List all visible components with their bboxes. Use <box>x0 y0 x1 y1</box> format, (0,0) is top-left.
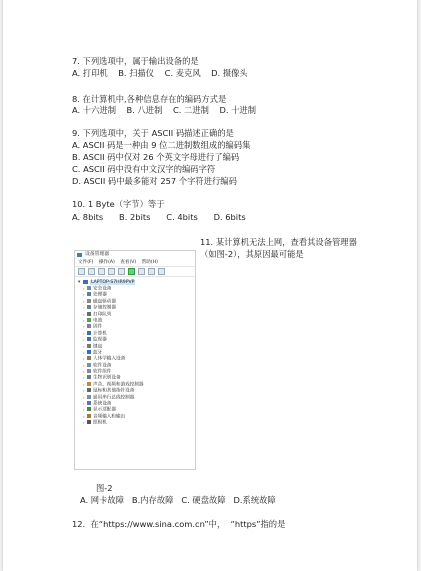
device-manager-title: 设备管理器 <box>85 252 109 257</box>
device-category-icon <box>87 363 91 367</box>
expand-right-icon[interactable]: › <box>83 375 85 381</box>
device-category-label: 计算机 <box>93 331 107 337</box>
device-category-icon <box>87 401 91 405</box>
expand-right-icon[interactable]: › <box>83 324 85 330</box>
expand-right-icon[interactable]: › <box>83 394 85 400</box>
expand-right-icon[interactable]: › <box>83 330 85 336</box>
device-category-label: 安全设备 <box>93 286 112 292</box>
expand-right-icon[interactable]: › <box>83 317 85 323</box>
device-category-label: 磁盘驱动器 <box>93 299 116 305</box>
expand-right-icon[interactable]: › <box>83 407 85 413</box>
question-9-option-c: C. ASCII 码中没有中文汉字的编码字符 <box>72 164 216 174</box>
device-tree-items <box>75 286 195 427</box>
device-category-label: 存储控制器 <box>93 305 116 311</box>
device-category-label: 软件设备 <box>93 363 112 369</box>
expand-right-icon[interactable]: › <box>83 337 85 343</box>
device-category-icon <box>87 350 91 354</box>
device-tree <box>75 277 195 427</box>
expand-right-icon[interactable]: › <box>83 356 85 362</box>
device-category-icon <box>87 375 91 379</box>
question-8-options: A. 十六进制 B. 八进制 C. 二进制 D. 十进制 <box>72 105 257 115</box>
expand-right-icon[interactable]: › <box>83 388 85 394</box>
question-10-stem: 10. 1 Byte（字节）等于 <box>72 199 165 209</box>
expand-right-icon[interactable]: › <box>83 362 85 368</box>
expand-right-icon[interactable]: › <box>83 381 85 387</box>
monitor-icon <box>118 268 125 275</box>
device-category-label: 生物识别设备 <box>93 375 121 381</box>
device-category-icon <box>87 292 91 296</box>
expand-right-icon[interactable]: › <box>83 369 85 375</box>
device-category-label: 人体学输入设备 <box>93 356 126 362</box>
menu-help: 帮助(H) <box>141 260 158 265</box>
question-8-stem: 8. 在计算机中,各种信息存在的编码方式是 <box>72 94 227 104</box>
device-category-icon <box>87 331 91 335</box>
question-7-options: A. 打印机 B. 扫描仪 C. 麦克风 D. 摄像头 <box>72 68 248 78</box>
device-category[interactable] <box>75 420 195 426</box>
device-category-icon <box>87 337 91 341</box>
device-category-icon <box>87 407 91 411</box>
device-category-icon <box>87 395 91 399</box>
expand-right-icon[interactable]: › <box>83 401 85 407</box>
help-icon <box>108 268 115 275</box>
device-category-label: 打印队列 <box>93 312 112 318</box>
expand-right-icon[interactable]: › <box>83 349 85 355</box>
device-category-icon <box>87 318 91 322</box>
question-9-option-d: D. ASCII 码中最多能对 257 个字符进行编码 <box>72 176 237 186</box>
update-driver-icon <box>128 268 135 275</box>
device-category-label: 监视器 <box>93 337 107 343</box>
figure-caption: 图-2 <box>96 483 113 493</box>
uninstall-icon <box>148 268 155 275</box>
device-category-icon <box>87 305 91 309</box>
device-category-icon <box>87 414 91 418</box>
menu-view: 查看(V) <box>120 260 137 265</box>
expand-right-icon[interactable]: › <box>83 298 85 304</box>
device-category-label: 系统设备 <box>93 401 112 407</box>
disable-icon <box>138 268 145 275</box>
device-category-label: 处理器 <box>93 292 107 298</box>
device-category-label: 电池 <box>93 318 103 324</box>
properties-icon <box>98 268 105 275</box>
device-manager-toolbar <box>75 267 195 277</box>
scan-icon <box>158 268 165 275</box>
question-7-stem: 7. 下列选项中，属于输出设备的是 <box>72 56 199 66</box>
device-manager-titlebar <box>75 251 195 259</box>
device-category-icon <box>87 420 91 424</box>
device-category-label: 声音、视频和游戏控制器 <box>93 382 144 388</box>
device-category-label: 固件 <box>93 324 103 330</box>
device-category-icon <box>87 344 91 348</box>
back-icon <box>78 268 85 275</box>
menu-file: 文件(F) <box>78 260 94 265</box>
device-category-icon <box>87 324 91 328</box>
expand-right-icon[interactable]: › <box>83 413 85 419</box>
computer-name: LAPTOP-S7HR9PVP <box>91 280 135 285</box>
device-manager-menubar <box>75 259 195 267</box>
expand-right-icon[interactable]: › <box>83 311 85 317</box>
device-category-label: 通用串行总线控制器 <box>93 395 135 401</box>
expand-right-icon[interactable]: › <box>83 286 85 291</box>
device-category-label: 音频输入和输出 <box>93 414 126 420</box>
expand-right-icon[interactable]: › <box>83 292 85 298</box>
device-category-icon <box>87 286 91 290</box>
device-category-label: 键盘 <box>93 344 103 350</box>
document-page <box>3 0 417 571</box>
question-9-option-b: B. ASCII 码中仅对 26 个英文字母进行了编码 <box>72 152 240 162</box>
device-category-label: 软件组件 <box>93 369 112 375</box>
device-category-label: 鼠标和其他指针设备 <box>93 388 135 394</box>
question-11-options: A. 网卡故障 B.内存故障 C. 硬盘故障 D.系统故障 <box>80 495 276 505</box>
device-manager-figure <box>74 250 196 470</box>
device-category-label: 照相机 <box>93 420 107 426</box>
expand-right-icon[interactable]: › <box>83 305 85 311</box>
question-10-options: A. 8bits B. 2bits C. 4bits D. 6bits <box>72 212 246 222</box>
device-category-icon <box>87 356 91 360</box>
device-manager-icon <box>77 253 82 257</box>
tree-root <box>75 279 195 286</box>
expand-right-icon[interactable]: › <box>83 343 85 349</box>
device-category-label: 蓝牙 <box>93 350 103 356</box>
device-category-icon <box>87 312 91 316</box>
question-12-stem: 12. 在“https://www.sina.com.cn”中， “https”指的是 <box>72 519 286 529</box>
question-9-stem: 9. 下列选项中，关于 ASCII 码描述正确的是 <box>72 128 234 138</box>
device-category-icon <box>87 382 91 386</box>
device-category-icon <box>87 299 91 303</box>
question-11-stem: 11. 某计算机无法上网，查看其设备管理器 （如图-2），其原因最可能是 <box>200 237 357 259</box>
menu-action: 操作(A) <box>98 260 115 265</box>
computer-icon <box>83 280 88 284</box>
expand-down-icon: ▾ <box>78 280 81 285</box>
forward-icon <box>88 268 95 275</box>
device-category-icon <box>87 388 91 392</box>
expand-right-icon[interactable]: › <box>83 420 85 426</box>
device-category-label: 显示适配器 <box>93 407 116 413</box>
device-category-icon <box>87 369 91 373</box>
question-9-option-a: A. ASCII 码是一种由 9 位二进制数组成的编码集 <box>72 140 251 150</box>
